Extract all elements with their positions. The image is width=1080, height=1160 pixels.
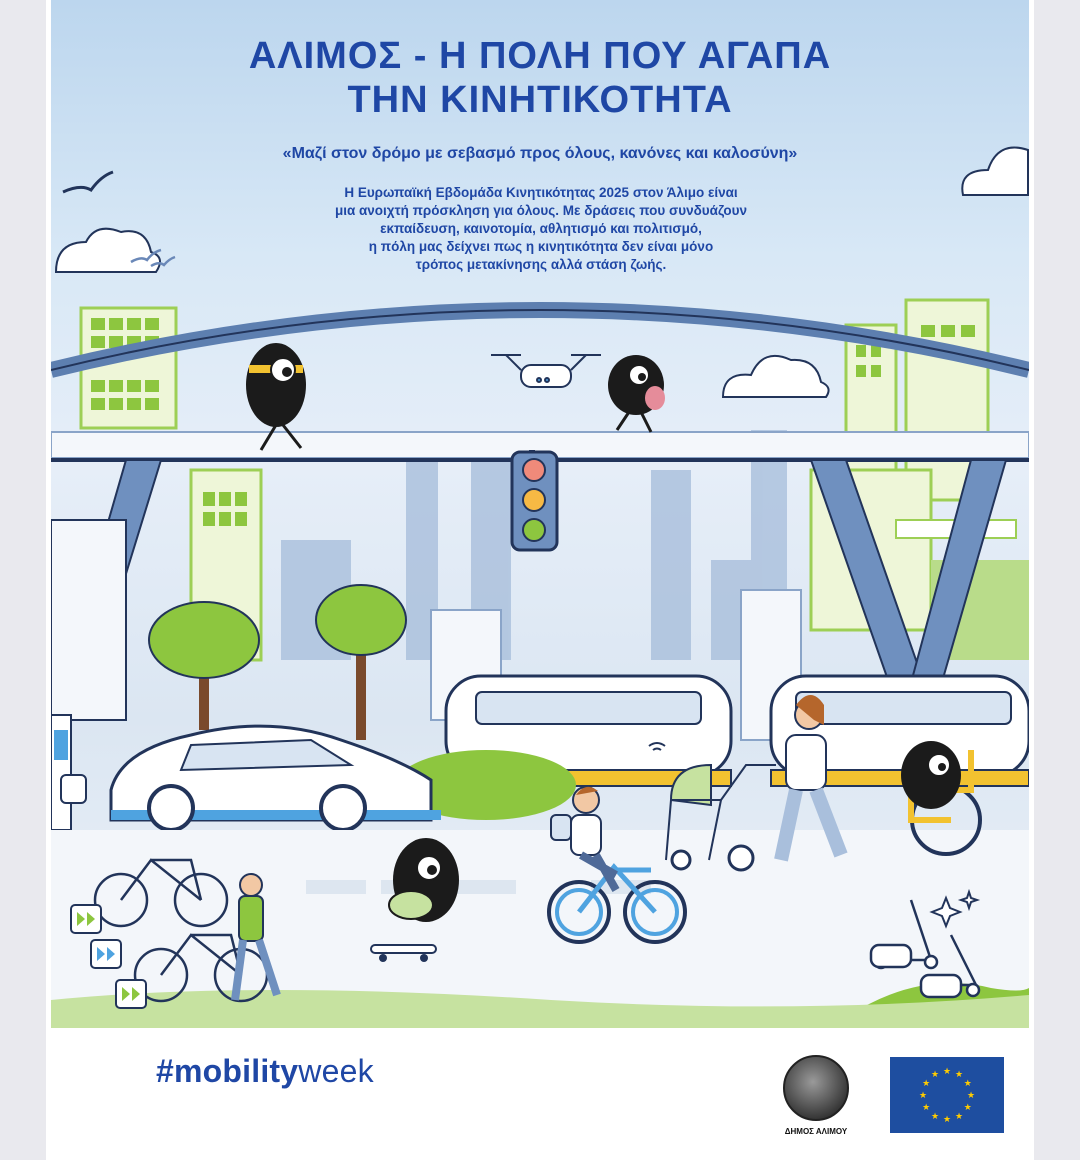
title-line-2: ΤΗΝ ΚΙΝΗΤΙΚΟΤΗΤΑ — [347, 79, 733, 121]
car-icon — [111, 726, 441, 830]
eu-star-icon: ★ — [954, 1069, 964, 1080]
eu-star-icon: ★ — [930, 1069, 940, 1080]
body-line: η πόλη μας δείχνει πως η κινητικότητα δεν είναι μόνο — [368, 239, 714, 254]
body-line: τρόπος μετακίνησης αλλά στάση ζωής. — [415, 257, 667, 272]
bird-icon — [63, 172, 113, 192]
eu-star-icon: ★ — [954, 1110, 964, 1121]
traffic-light-icon — [512, 450, 557, 550]
eu-star-icon: ★ — [922, 1078, 931, 1088]
ev-charger-icon — [51, 715, 86, 830]
eu-star-icon: ★ — [930, 1110, 940, 1121]
poster-subtitle: «Μαζί στον δρόμο με σεβασμό προς όλους, κανόνες και καλοσύνη» — [282, 145, 798, 162]
eu-star-icon: ★ — [942, 1114, 952, 1124]
body-line: Η Ευρωπαϊκή Εβδομάδα Κινητικότητας 2025 στον Άλιμο είναι — [344, 185, 738, 200]
eu-star-icon: ★ — [963, 1102, 972, 1112]
hashtag-mobilityweek — [156, 1053, 374, 1090]
tree-icon — [316, 585, 406, 740]
poster — [46, 0, 1034, 1160]
tree-icon — [149, 602, 259, 730]
eu-star-icon: ★ — [942, 1066, 952, 1076]
cloud-icon — [56, 229, 160, 272]
poster-title — [51, 34, 1029, 122]
eu-star-icon: ★ — [963, 1078, 972, 1088]
illustration — [51, 0, 1029, 1028]
municipality-logo — [781, 1055, 851, 1136]
title-line-1: ΑΛΙΜΟΣ - Η ΠΟΛΗ ΠΟΥ ΑΓΑΠΑ — [248, 35, 832, 77]
body-line: εκπαίδευση, καινοτομία, αθλητισμό και πολιτισμό, — [380, 221, 702, 236]
eu-stars — [890, 1057, 1004, 1133]
municipality-seal-icon — [783, 1055, 849, 1121]
poster-body-text — [271, 184, 811, 274]
eu-star-icon: ★ — [918, 1090, 928, 1100]
hashtag-rest: week — [298, 1053, 374, 1089]
eu-star-icon: ★ — [922, 1102, 931, 1112]
hashtag-bold: mobility — [174, 1053, 299, 1089]
mascot-walker — [608, 355, 665, 432]
hashtag-symbol: # — [156, 1053, 174, 1089]
body-line: μια ανοιχτή πρόσκληση για όλους. Με δράσεις που συνδυάζουν — [334, 203, 748, 218]
eu-star-icon: ★ — [966, 1090, 976, 1100]
eu-flag-icon — [890, 1057, 1004, 1133]
drone-icon — [491, 355, 601, 387]
municipality-label: ΔΗΜΟΣ ΑΛΙΜΟΥ — [784, 1127, 848, 1136]
cloud-icon — [723, 356, 829, 397]
